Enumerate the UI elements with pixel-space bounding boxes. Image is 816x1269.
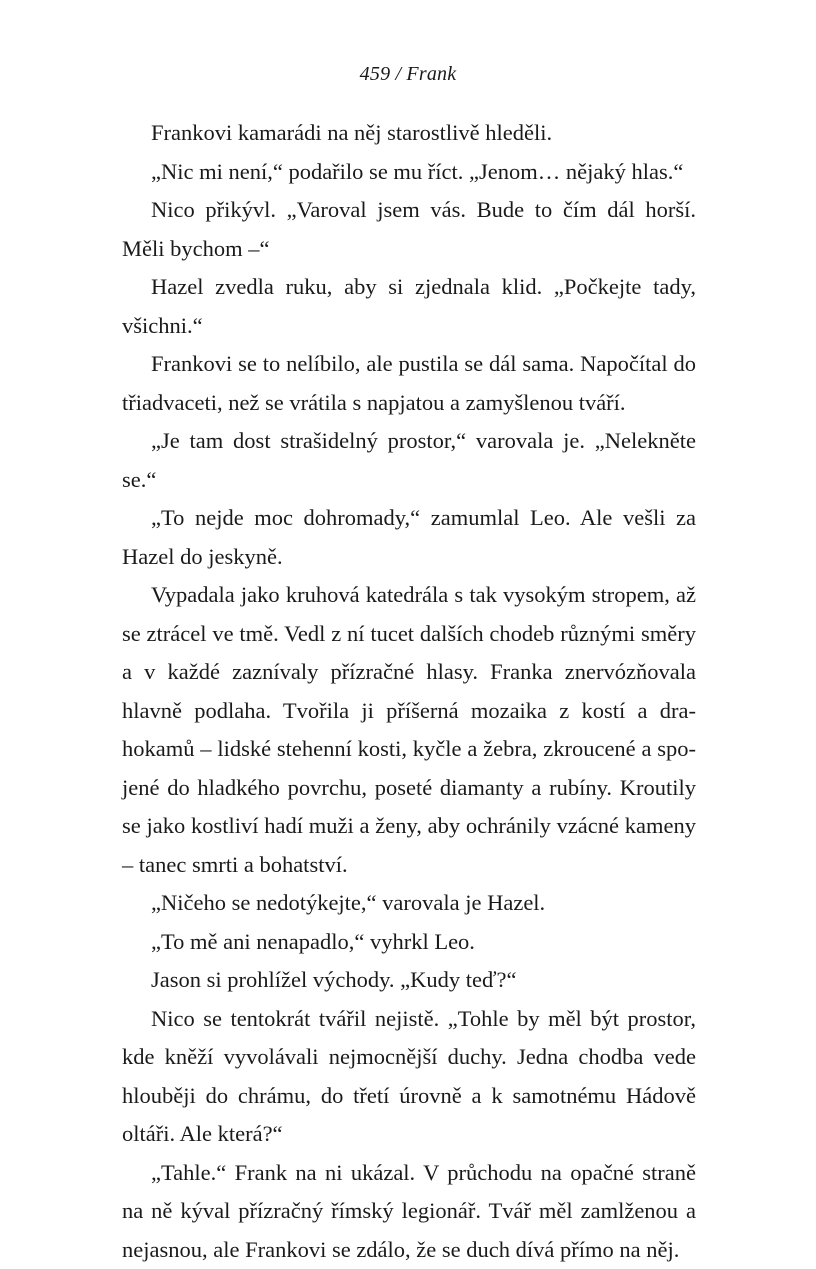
paragraph: „Ničeho se nedotýkejte,“ varovala je Hazel. (122, 884, 696, 923)
paragraph: Nico přikývl. „Varoval jsem vás. Bude to čím dál horší. Měli bychom –“ (122, 191, 696, 268)
paragraph: Frankovi kamarádi na něj starostlivě hleděli. (122, 114, 696, 153)
paragraph: „Nic mi není,“ podařilo se mu říct. „Jenom… nějaký hlas.“ (122, 153, 696, 192)
paragraph: „Tahle.“ Frank na ni ukázal. V průchodu na opačné straně na ně kýval přízračný římský legionář. Tvář měl zamlženou a nejasnou, ale Frankovi se zdálo, že se duch dívá přímo na něj. (122, 1154, 696, 1269)
paragraph: Nico se tentokrát tvářil nejistě. „Tohle by měl být prostor, kde kněží vyvolávali nejmocnější duchy. Jedna chodba vede hlouběji do chrámu, do třetí úrovně a k samotnému Hádově oltáři. Ale která?“ (122, 1000, 696, 1154)
paragraph: „Je tam dost strašidelný prostor,“ varovala je. „Nelekněte se.“ (122, 422, 696, 499)
paragraph: Jason si prohlížel východy. „Kudy teď?“ (122, 961, 696, 1000)
running-head: 459 / Frank (0, 60, 816, 88)
paragraph: „To mě ani nenapadlo,“ vyhrkl Leo. (122, 923, 696, 962)
paragraph: Vypadala jako kruhová katedrála s tak vysokým stropem, až se ztrácel ve tmě. Vedl z ní tucet dalších chodeb různými směry a v každé zaznívaly přízračné hlasy. Franka znervózňovala hlavně podlaha. Tvořila ji příšerná mozaika z kostí a drahokamů – lidské stehenní kosti, kyčle a žebra, zkroucené a spojené do hladkého povrchu, poseté diamanty a rubíny. Kroutily se jako kostliví hadí muži a ženy, aby ochránily vzácné kameny – tanec smrti a bohatství. (122, 576, 696, 884)
body-text (122, 114, 696, 1269)
paragraph: Frankovi se to nelíbilo, ale pustila se dál sama. Napočítal do třiadvaceti, než se vrátila s napjatou a zamyšlenou tváří. (122, 345, 696, 422)
paragraph: „To nejde moc dohromady,“ zamumlal Leo. Ale vešli za Hazel do jeskyně. (122, 499, 696, 576)
paragraph: Hazel zvedla ruku, aby si zjednala klid. „Počkejte tady, všichni.“ (122, 268, 696, 345)
